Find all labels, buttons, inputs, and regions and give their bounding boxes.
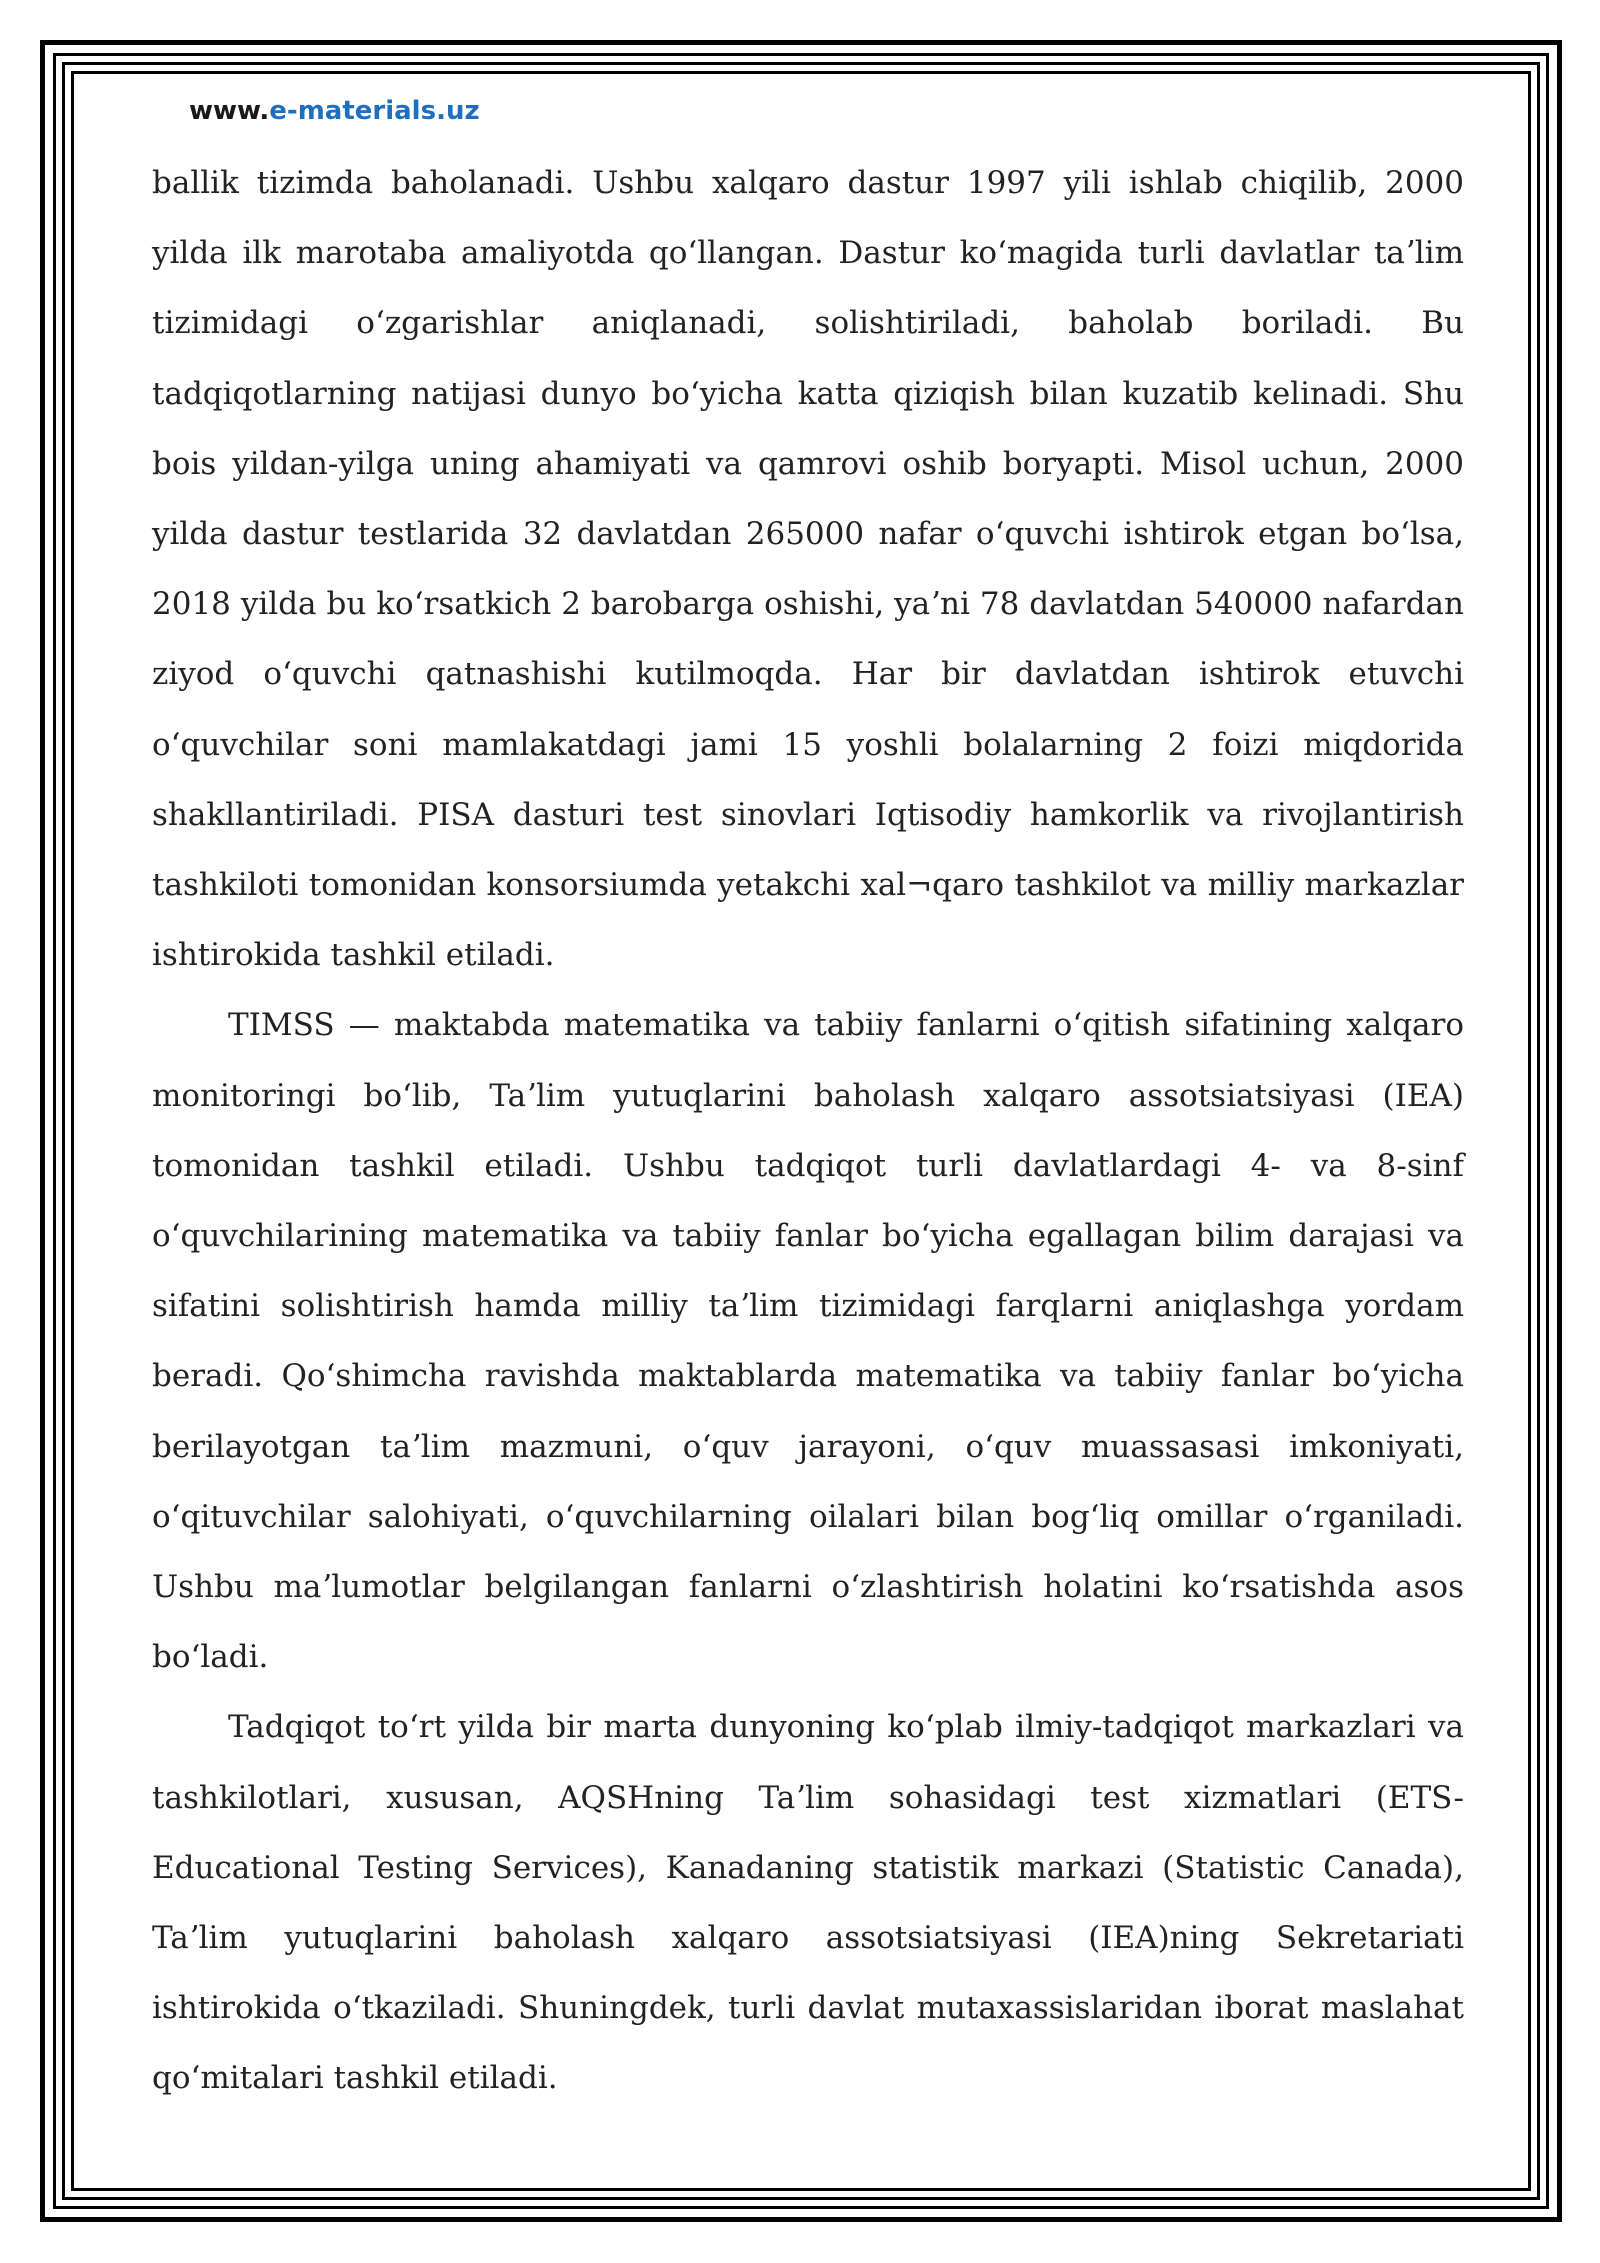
document-body	[152, 148, 1464, 2114]
paragraph-pisa-continued: ballik tizimda baholanadi. Ushbu xalqaro dastur 1997 yili ishlab chiqilib, 2000 yilda ilk marotaba amaliyotda qoʻllangan. Dastur koʻmagida turli davlatlar taʼlim tizimidagi oʻzgarishlar aniqlanadi, solishtiriladi, baholab boriladi. Bu tadqiqotlarning natijasi dunyo boʻyicha katta qiziqish bilan kuzatib kelinadi. Shu bois yildan-yilga uning ahamiyati va qamrovi oshib boryapti. Misol uchun, 2000 yilda dastur testlarida 32 davlatdan 265000 nafar oʻquvchi ishtirok etgan boʻlsa, 2018 yilda bu koʻrsatkich 2 barobarga oshishi, yaʼni 78 davlatdan 540000 nafardan ziyod oʻquvchi qatnashishi kutilmoqda. Har bir davlatdan ishtirok etuvchi oʻquvchilar soni mamlakatdagi jami 15 yoshli bolalarning 2 foizi miqdorida shakllantiriladi. PISA dasturi test sinovlari Iqtisodiy hamkorlik va rivojlantirish tashkiloti tomonidan konsorsiumda yetakchi xal¬qaro tashkilot va milliy markazlar ishtirokida tashkil etiladi.	[152, 165, 1464, 974]
site-header-link[interactable]	[189, 96, 480, 126]
paragraph-research-organizers: Tadqiqot toʻrt yilda bir marta dunyoning koʻplab ilmiy-tadqiqot markazlari va tashkilotlari, xususan, AQSHning Taʼlim sohasidagi test xizmatlari (ETS-Educational Testing Services), Kanadaning statistik markazi (Statistic Canada), Taʼlim yutuqlarini baholash xalqaro assotsiatsiyasi (IEA)ning Sekretariati ishtirokida oʻtkaziladi. Shuningdek, turli davlat mutaxassislaridan iborat maslahat qoʻmitalari tashkil etiladi.	[152, 1709, 1464, 2097]
site-domain: e-materials.uz	[269, 96, 480, 126]
site-prefix: www.	[189, 96, 270, 126]
paragraph-timss: TIMSS — maktabda matematika va tabiiy fanlarni oʻqitish sifatining xalqaro monitoringi boʻlib, Taʼlim yutuqlarini baholash xalqaro assotsiatsiyasi (IEA) tomonidan tashkil etiladi. Ushbu tadqiqot turli davlatlardagi 4- va 8-sinf oʻquvchilarining matematika va tabiiy fanlar boʻyicha egallagan bilim darajasi va sifatini solishtirish hamda milliy taʼlim tizimidagi farqlarni aniqlashga yordam beradi. Qoʻshimcha ravishda maktablarda matematika va tabiiy fanlar boʻyicha berilayotgan taʼlim mazmuni, oʻquv jarayoni, oʻquv muassasasi imkoniyati, oʻqituvchilar salohiyati, oʻquvchilarning oilalari bilan bogʻliq omillar oʻrganiladi. Ushbu maʼlumotlar belgilangan fanlarni oʻzlashtirish holatini koʻrsatishda asos boʻladi.	[152, 1007, 1464, 1676]
